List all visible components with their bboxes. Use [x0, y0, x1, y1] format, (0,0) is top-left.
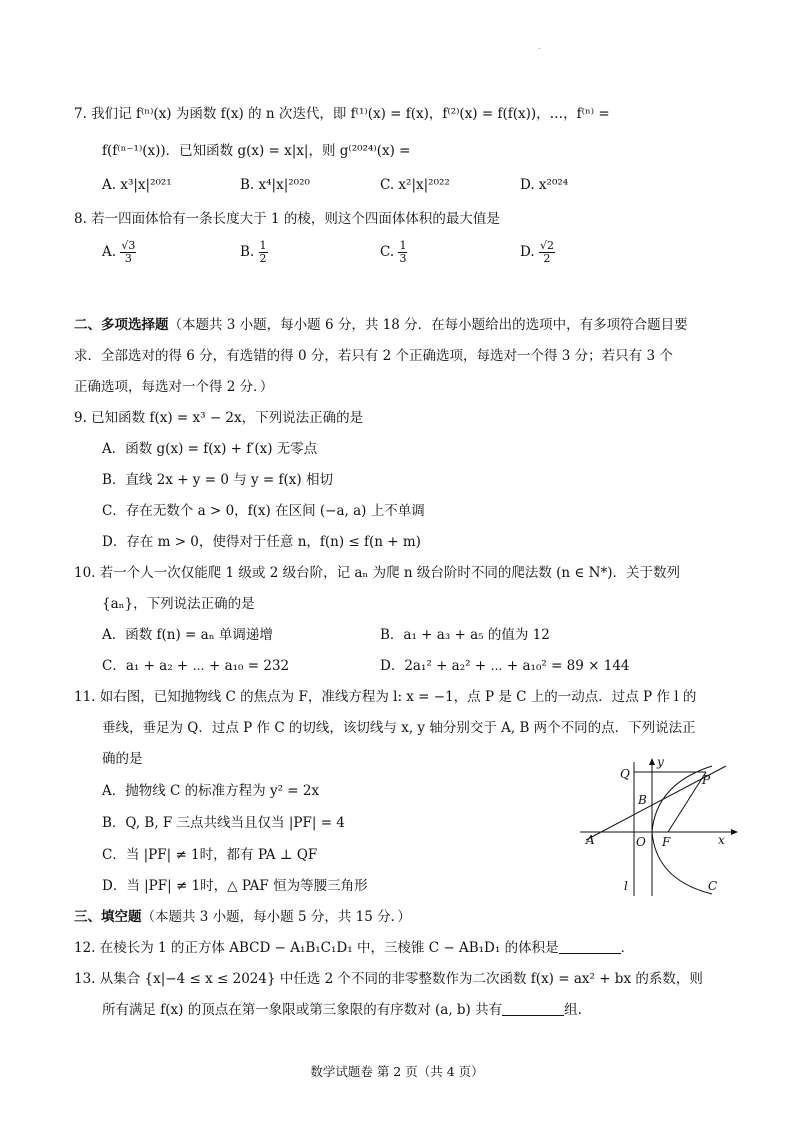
q8-option-c-numerator: 1 [399, 239, 407, 252]
q10-option-d: D．2a₁² + a₂² + ⋯ + a₁₀² = 89 × 144 [380, 658, 630, 674]
section3-instructions: （本题共 3 小题，每小题 5 分，共 15 分．） [141, 909, 411, 925]
page-footer: 数学试题卷 第 2 页（共 4 页） [310, 1064, 484, 1079]
q10-line2: {aₙ}，下列说法正确的是 [102, 596, 255, 612]
q7-line2: f(f⁽ⁿ⁻¹⁾(x))．已知函数 g(x) = x|x|，则 g⁽²⁰²⁴⁾(x) = [102, 143, 411, 159]
q11-line3: 确的是 [102, 751, 143, 767]
q11-line1: 11. 如右图，已知抛物线 C 的焦点为 F，准线方程为 l: x = −1，点 P 是 C 上的一动点．过点 P 作 l 的 [74, 689, 697, 705]
q8-option-d-numerator: √2 [539, 239, 554, 252]
q8-option-c-fraction [398, 240, 407, 265]
q8-option-b-fraction [259, 240, 268, 265]
q10-option-c: C．a₁ + a₂ + ⋯ + a₁₀ = 232 [102, 658, 290, 674]
q13-answer-blank[interactable] [502, 1001, 564, 1016]
q8-option-a-numerator: √3 [121, 239, 136, 252]
q7-option-b: B. x⁴|x|²⁰²⁰ [240, 177, 310, 193]
q10-option-a: A．函数 f(n) = aₙ 单调递增 [102, 627, 273, 643]
label-x: x [718, 833, 725, 847]
q8-option-b-numerator: 1 [259, 239, 267, 252]
y-axis-arrow [649, 758, 655, 765]
parabola-figure [578, 756, 742, 896]
q11-option-a: A．抛物线 C 的标准方程为 y² = 2x [102, 783, 320, 799]
q7-option-c: C. x²|x|²⁰²² [380, 177, 450, 193]
q13-end: 组. [564, 1002, 582, 1018]
q8-option-c-label: C. [380, 244, 395, 260]
pf-segment [668, 772, 706, 832]
label-c: C [708, 879, 718, 893]
section2-instructions-2: 求．全部选对的得 6 分，有选错的得 0 分，若只有 2 个正确选项，每选对一个得 3 分；若只有 3 个 [74, 348, 673, 364]
q8-option-a-label: A. [102, 244, 117, 260]
x-axis-arrow [731, 829, 738, 835]
header-mark: . [538, 42, 541, 51]
question-12 [74, 936, 634, 956]
label-f: F [662, 835, 671, 849]
q11-option-b: B．Q, B, F 三点共线当且仅当 |PF| = 4 [102, 815, 345, 831]
section2-title: 二、多项选择题 [74, 317, 169, 333]
q8-option-d-denominator: 2 [543, 252, 551, 265]
section2-line1 [74, 313, 688, 333]
q7-option-a: A. x³|x|²⁰²¹ [102, 177, 172, 193]
q8-option-a-fraction [120, 240, 136, 265]
section2-instructions-3: 正确选项，每选对一个得 2 分．） [74, 379, 274, 395]
q7-line1: 7. 我们记 f⁽ⁿ⁾(x) 为函数 f(x) 的 n 次迭代，即 f⁽¹⁾(x) = f(x)，f⁽²⁾(x) = f(f(x))，…，f⁽ⁿ⁾ = [74, 106, 610, 122]
q13-line1: 13. 从集合 {x|−4 ≤ x ≤ 2024} 中任选 2 个不同的非零整数作为二次函数 f(x) = ax² + bx 的系数，则 [74, 971, 703, 987]
section-fill-in [74, 905, 411, 925]
q13-line2-text: 所有满足 f(x) 的顶点在第一象限或第三象限的有序数对 (a, b) 共有 [102, 1002, 503, 1018]
q8-stem: 8. 若一四面体恰有一条长度大于 1 的棱，则这个四面体体积的最大值是 [74, 211, 500, 227]
label-b: B [638, 793, 647, 807]
q8-option-d-label: D. [520, 244, 535, 260]
q8-option-c-denominator: 3 [399, 252, 407, 265]
q9-option-d: D．存在 m > 0，使得对于任意 n，f(n) ≤ f(n + m) [102, 534, 421, 550]
q12-text: 12. 在棱长为 1 的正方体 ABCD − A₁B₁C₁D₁ 中，三棱锥 C − AB₁D₁ 的体积是 [74, 940, 559, 956]
q11-option-c: C．当 |PF| ≠ 1时，都有 PA ⊥ QF [102, 847, 318, 863]
section3-title: 三、填空题 [74, 909, 142, 925]
label-y: y [657, 756, 664, 769]
q8-option-d [520, 240, 555, 265]
q8-option-b-label: B. [240, 244, 255, 260]
label-p: P [702, 773, 711, 787]
q11-option-d: D．当 |PF| ≠ 1时，△ PAF 恒为等腰三角形 [102, 878, 368, 894]
label-q: Q [620, 767, 630, 781]
q12-answer-blank[interactable] [559, 939, 621, 954]
label-l: l [624, 879, 628, 893]
label-o: O [636, 835, 646, 849]
q9-option-a: A．函数 g(x) = f(x) + f′(x) 无零点 [102, 441, 318, 457]
section2-instructions-1: （本题共 3 小题，每小题 6 分，共 18 分．在每小题给出的选项中，有多项符合题目要 [168, 317, 688, 333]
label-a: A [586, 833, 595, 847]
q9-option-b: B．直线 2x + y = 0 与 y = f(x) 相切 [102, 472, 333, 488]
q8-option-c [380, 240, 407, 265]
q12-end: ． [620, 940, 635, 956]
q10-option-b: B．a₁ + a₃ + a₅ 的值为 12 [380, 627, 550, 643]
q9-option-c: C．存在无数个 a > 0，f(x) 在区间 (−a, a) 上不单调 [102, 503, 425, 519]
q8-option-d-fraction [539, 240, 555, 265]
q8-option-b [240, 240, 268, 265]
q7-option-d: D. x²⁰²⁴ [520, 177, 569, 193]
q8-option-a [102, 240, 136, 265]
q11-line2: 垂线，垂足为 Q．过点 P 作 C 的切线，该切线与 x, y 轴分别交于 A, B 两个不同的点．下列说法正 [102, 720, 696, 736]
q10-line1: 10. 若一个人一次仅能爬 1 级或 2 级台阶，记 aₙ 为爬 n 级台阶时不同的爬法数 (n ∈ N*)．关于数列 [74, 565, 681, 581]
q8-option-a-denominator: 3 [124, 252, 132, 265]
q9-stem: 9. 已知函数 f(x) = x³ − 2x，下列说法正确的是 [74, 410, 364, 426]
q13-line2 [102, 998, 582, 1018]
q8-option-b-denominator: 2 [259, 252, 267, 265]
